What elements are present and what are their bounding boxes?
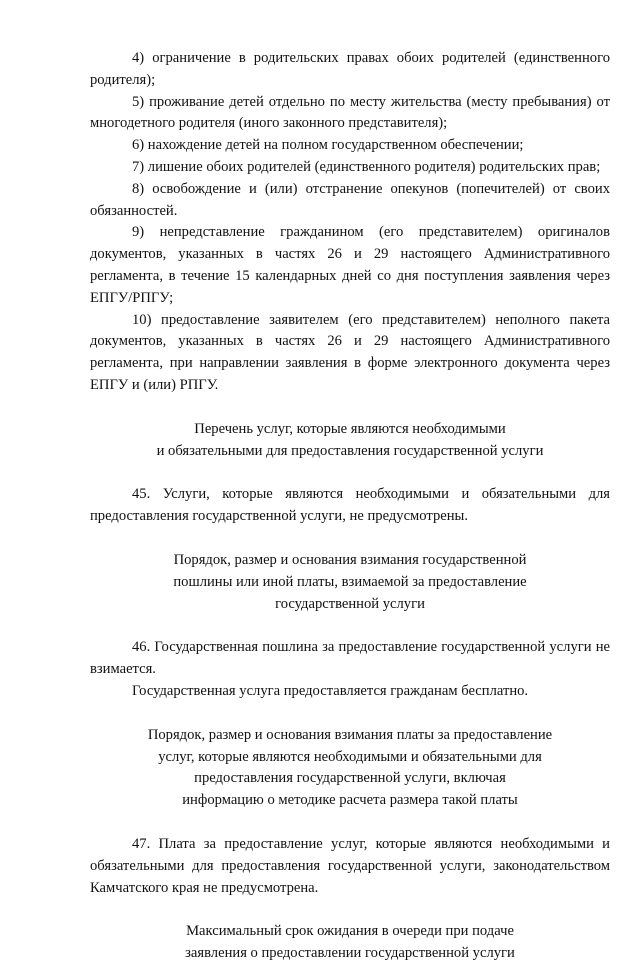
section-heading-service-fees — [90, 725, 610, 812]
section-heading-queue-time — [90, 921, 610, 965]
list-item-6: 6) нахождение детей на полном государственном обеспечении; — [132, 137, 524, 154]
paragraph-46-free: Государственная услуга предоставляется гражданам бесплатно. — [132, 682, 529, 699]
section-heading-services-list — [90, 419, 610, 463]
list-item-7: 7) лишение обоих родителей (единственного родителя) родительских прав; — [132, 158, 601, 175]
list-item-10: 10) предоставление заявителем (его представителем) неполного пакета документов, указанных в частях 26 и 29 настоящего Административного регламента, при направлении заявления в форме электронного документа через ЕПГУ и (или) РПГУ. — [90, 311, 610, 393]
document-page — [90, 48, 610, 965]
heading-line: Максимальный срок ожидания в очереди при подаче — [186, 923, 514, 940]
heading-line: заявления о предоставлении государственной услуги — [185, 945, 515, 962]
heading-line: Порядок, размер и основания взимания государственной — [173, 551, 527, 568]
list-item-4: 4) ограничение в родительских правах обоих родителей (единственного родителя); — [90, 50, 610, 88]
heading-line: Перечень услуг, которые являются необходимыми — [194, 420, 506, 437]
heading-line: и обязательными для предоставления государственной услуги — [156, 442, 544, 459]
paragraph-45: 45. Услуги, которые являются необходимыми и обязательными для предоставления государственной услуги, не предусмотрены. — [90, 486, 610, 525]
list-item-8: 8) освобождение и (или) отстранение опекунов (попечителей) от своих обязанностей. — [90, 180, 610, 219]
heading-line: государственной услуги — [275, 595, 425, 612]
heading-line: услуг, которые являются необходимыми и обязательными для — [158, 748, 542, 765]
list-item-5: 5) проживание детей отдельно по месту жительства (месту пребывания) от многодетного родителя (иного законного представителя); — [90, 93, 610, 132]
section-heading-state-fee — [90, 550, 610, 615]
paragraph-46: 46. Государственная пошлина за предоставление государственной услуги не взимается. — [90, 639, 610, 678]
heading-line: информацию о методике расчета размера такой платы — [182, 792, 518, 809]
heading-line: предоставления государственной услуги, включая — [194, 770, 506, 787]
list-item-9: 9) непредставление гражданином (его представителем) оригиналов документов, указанных в частях 26 и 29 настоящего Административного регламента, в течение 15 календарных дней со дня поступления заявления через ЕПГУ/РПГУ; — [90, 224, 610, 306]
heading-line: Порядок, размер и основания взимания платы за предоставление — [147, 726, 553, 743]
heading-line: пошлины или иной платы, взимаемой за предоставление — [173, 573, 527, 590]
paragraph-47: 47. Плата за предоставление услуг, которые являются необходимыми и обязательными для предоставления государственной услуги, законодательством Камчатского края не предусмотрена. — [90, 835, 610, 896]
